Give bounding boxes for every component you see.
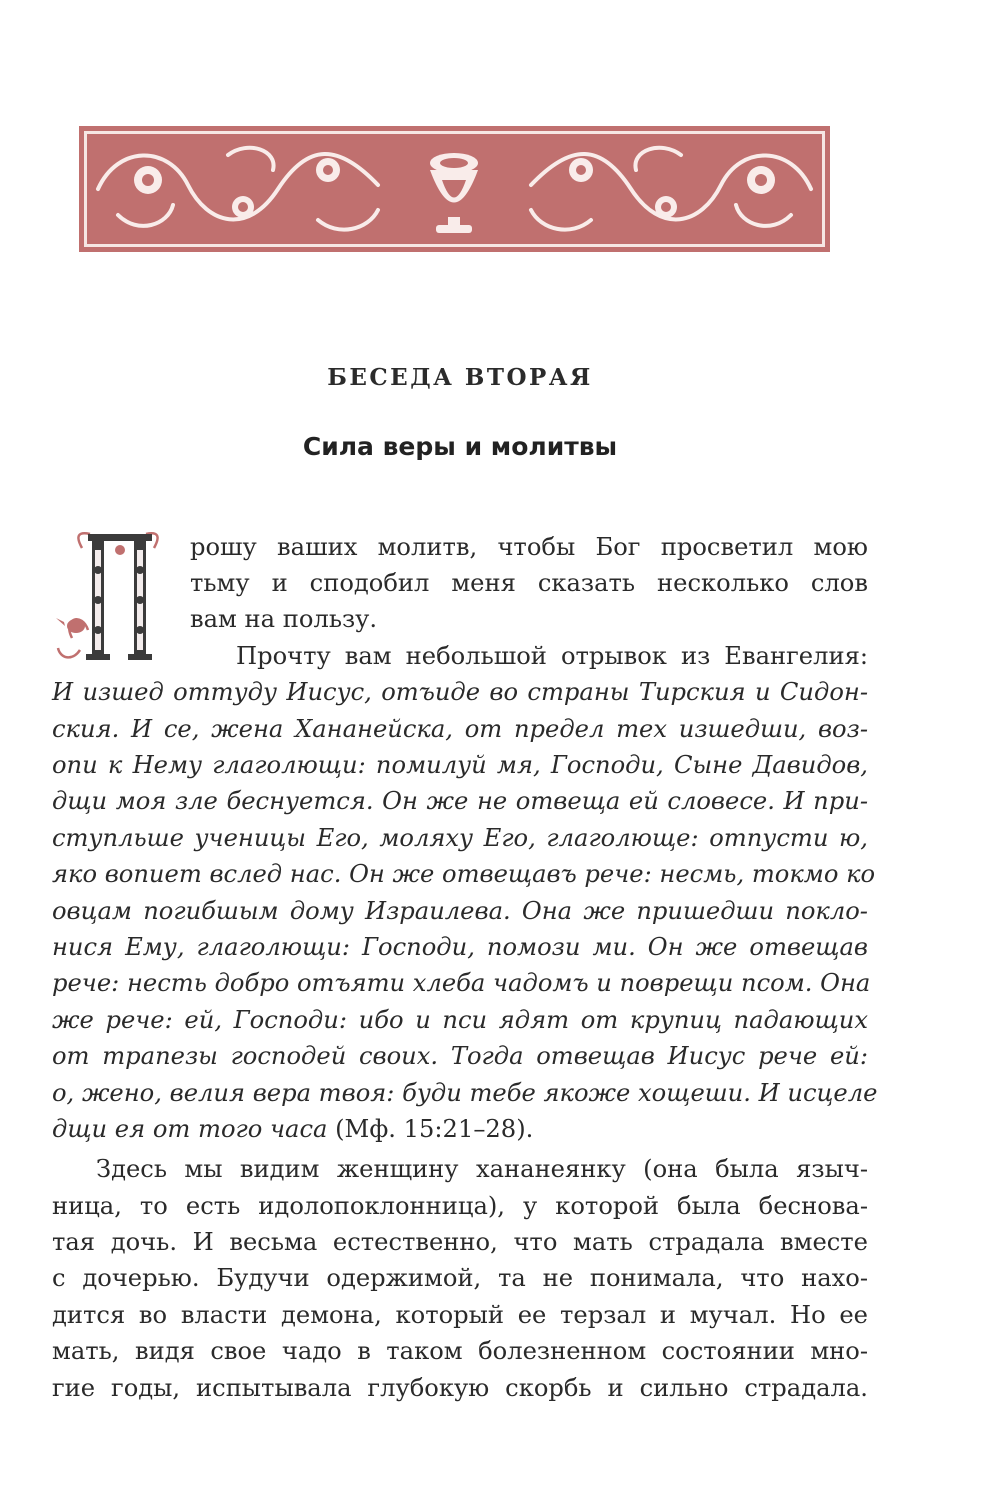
text-line: тая дочь. И весьма естественно, что мать страдала вместе bbox=[52, 1228, 868, 1256]
quote-line: от трапезы господей своих. Тогда отвещав Иисус рече ей: bbox=[52, 1042, 868, 1070]
quote-line-with-reference bbox=[52, 1111, 868, 1147]
quote-tail: дщи ея от того часа bbox=[52, 1115, 328, 1143]
quote-line: овцам погибшым дому Израилева. Она же пришедши покло- bbox=[52, 897, 868, 925]
quote-line: И изшед оттуду Иисус, отъиде во страны Тирския и Сидон- bbox=[52, 678, 868, 706]
text-line: мать, видя свое чадо в таком болезненном состоянии мно- bbox=[52, 1337, 868, 1365]
chapter-heading: БЕСЕДА ВТОРАЯ bbox=[327, 364, 593, 391]
text-line: Здесь мы видим женщину хананеянку (она была языч- bbox=[96, 1155, 868, 1183]
text-line: рошу ваших молитв, чтобы Бог просветил мою bbox=[190, 533, 868, 561]
text-line: гие годы, испытывала глубокую скорбь и сильно страдала. bbox=[52, 1374, 868, 1402]
ornamental-banner bbox=[78, 125, 831, 253]
quote-line: ступльше ученицы Его, моляху Его, глаголюще: отпусти ю, bbox=[52, 824, 868, 852]
quote-line: о, жено, велия вера твоя: буди тебе якоже хощеши. И исцеле bbox=[52, 1079, 878, 1107]
quote-line: ския. И се, жена Хананейска, от предел тех изшедши, воз- bbox=[52, 715, 868, 743]
text-line: ница, то есть идолопоклонница), у которой была беснова- bbox=[52, 1192, 868, 1220]
text-line: с дочерью. Будучи одержимой, та не понимала, что нахо- bbox=[52, 1264, 868, 1292]
scripture-reference: (Мф. 15:21–28). bbox=[327, 1115, 534, 1143]
quote-line: яко вопиет вслед нас. Он же отвещавъ рече: несмь, токмо ко bbox=[52, 860, 876, 888]
text-line: тьму и сподобил меня сказать несколько слов bbox=[190, 569, 868, 597]
text-line: Прочту вам небольшой отрывок из Евангелия: bbox=[236, 642, 868, 670]
quote-line: нися Ему, глаголющи: Господи, помози ми. Он же отвещав bbox=[52, 933, 868, 961]
quote-line: рече: несть добро отъяти хлеба чадомъ и поврещи псом. Она bbox=[52, 969, 871, 997]
quote-line: же рече: ей, Господи: ибо и пси ядят от крупиц падающих bbox=[52, 1006, 868, 1034]
quote-line: дщи моя зле беснуется. Он же не отвеща ей словесе. И при- bbox=[52, 787, 868, 815]
text-line: дится во власти демона, который ее терзал и мучал. Но ее bbox=[52, 1301, 868, 1329]
chapter-subtitle: Сила веры и молитвы bbox=[302, 432, 618, 461]
quote-line: опи к Нему глаголющи: помилуй мя, Господи, Сыне Давидов, bbox=[52, 751, 868, 779]
text-line: вам на пользу. bbox=[190, 605, 378, 633]
dropcap-letter-p bbox=[52, 520, 184, 665]
